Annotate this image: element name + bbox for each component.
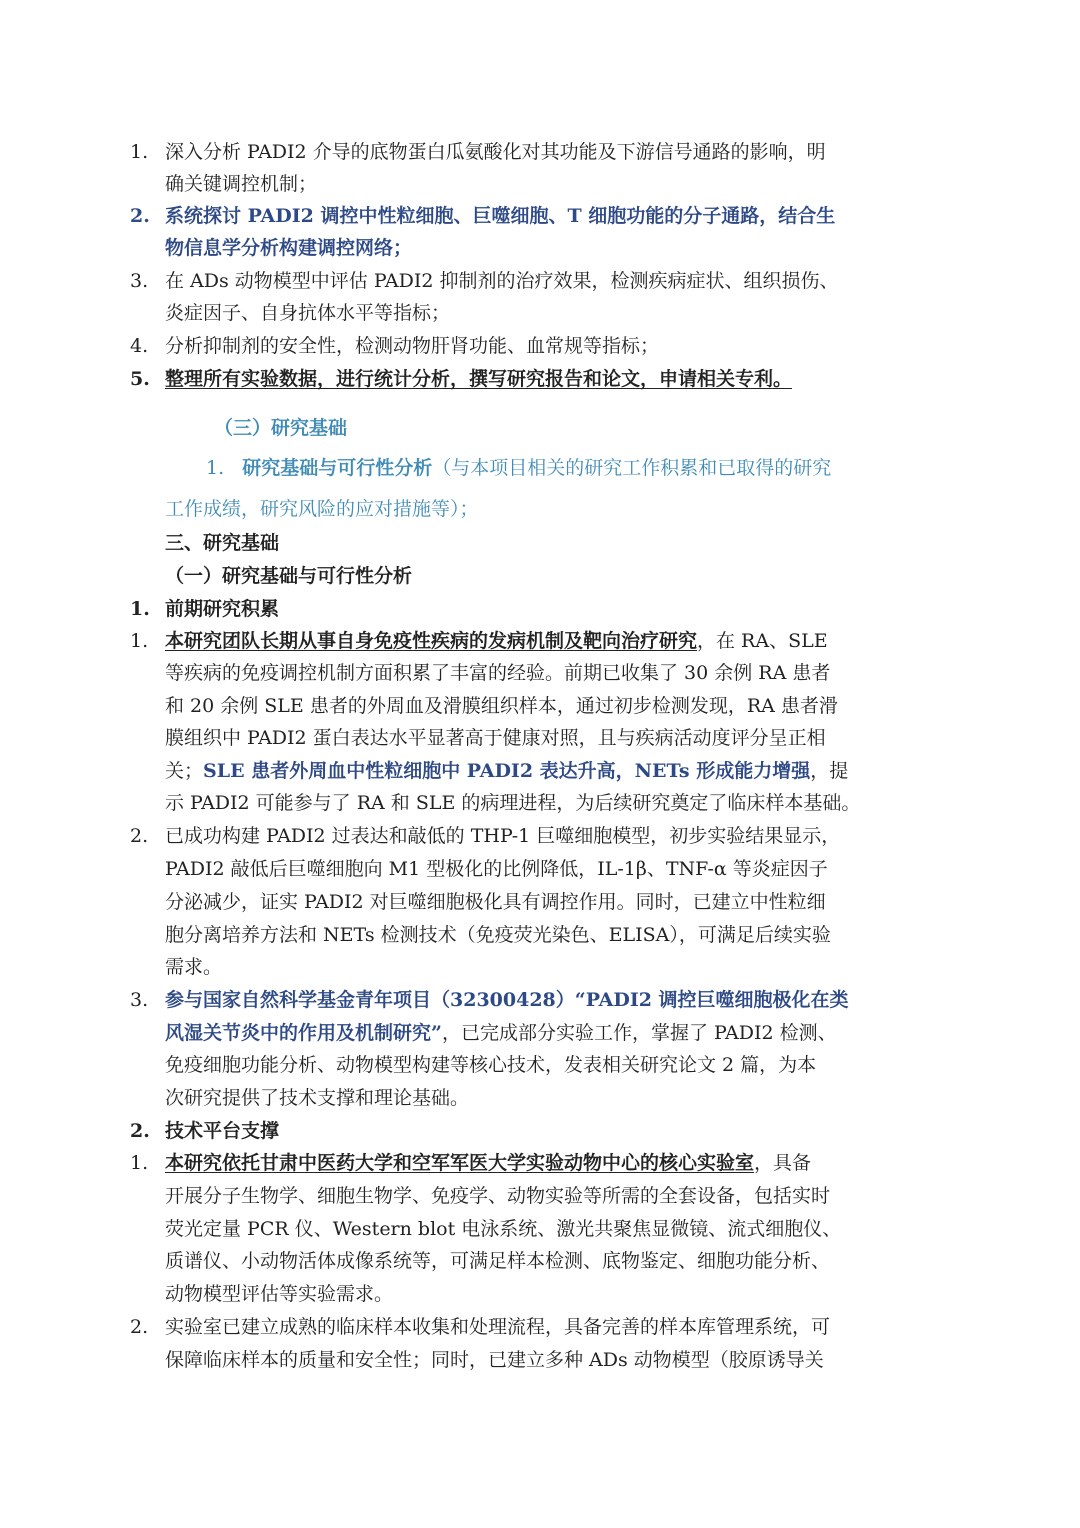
template-heading: （三）研究基础 (214, 417, 348, 439)
paragraph-line (165, 1150, 811, 1176)
highlight-text: SLE 患者外周血中性粒细胞中 PADI2 表达升高，NETs 形成能力增强 (203, 760, 811, 782)
template-item-note-cont: 工作成绩，研究风险的应对措施等）； (165, 498, 479, 520)
subsection-title: （一）研究基础与可行性分析 (165, 565, 413, 587)
paragraph-line: 分泌减少，证实 PADI2 对巨噬细胞极化具有调控作用。同时，已建立中性粒细 (165, 891, 826, 913)
paragraph-line: 开展分子生物学、细胞生物学、免疫学、动物实验等所需的全套设备，包括实时 (165, 1185, 831, 1207)
part-title: 前期研究积累 (165, 598, 280, 620)
list-number: 3. (130, 270, 149, 292)
part-number: 2. (130, 1120, 150, 1142)
highlight-text: 风湿关节炎中的作用及机制研究” (165, 1022, 442, 1044)
list-number: 5. (130, 368, 150, 390)
list-item-line: 炎症因子、自身抗体水平等指标； (165, 302, 451, 324)
list-number: 2. (130, 825, 149, 847)
highlight-text: 参与国家自然科学基金青年项目（32300428）“PADI2 调控巨噬细胞极化在类 (165, 989, 849, 1011)
paragraph-line: 保障临床样本的质量和安全性；同时，已建立多种 ADs 动物模型（胶原诱导关 (165, 1349, 824, 1371)
paragraph-line: 免疫细胞功能分析、动物模型构建等核心技术，发表相关研究论文 2 篇，为本 (165, 1054, 817, 1076)
list-item-line: 确关键调控机制； (165, 173, 318, 195)
list-number: 2. (130, 205, 150, 227)
list-item-line: 系统探讨 PADI2 调控中性粒细胞、巨噬细胞、T 细胞功能的分子通路，结合生 (165, 205, 836, 227)
list-item-line: 整理所有实验数据，进行统计分析，撰写研究报告和论文，申请相关专利。 (165, 368, 793, 390)
paragraph-line: 荧光定量 PCR 仪、Western blot 电泳系统、激光共聚焦显微镜、流式细胞仪、 (165, 1218, 842, 1240)
list-number: 4. (130, 335, 149, 357)
paragraph-line: PADI2 敲低后巨噬细胞向 M1 型极化的比例降低，IL-1β、TNF-α 等炎症因子 (165, 858, 828, 880)
paragraph-line: 和 20 余例 SLE 患者的外周血及滑膜组织样本，通过初步检测发现，RA 患者滑 (165, 695, 838, 717)
paragraph-line (165, 628, 828, 654)
list-item-line: 深入分析 PADI2 介导的底物蛋白瓜氨酸化对其功能及下游信号通路的影响，明 (165, 141, 826, 163)
part-title: 技术平台支撑 (165, 1120, 280, 1142)
paragraph-line: 质谱仪、小动物活体成像系统等，可满足样本检测、底物鉴定、细胞功能分析、 (165, 1250, 831, 1272)
list-item-line: 物信息学分析构建调控网络； (165, 237, 413, 259)
paragraph-line: 膜组织中 PADI2 蛋白表达水平显著高于健康对照，且与疾病活动度评分呈正相 (165, 727, 826, 749)
paragraph-line: 已成功构建 PADI2 过表达和敲低的 THP-1 巨噬细胞模型，初步实验结果显示， (165, 825, 841, 847)
list-number: 1. (130, 141, 149, 163)
paragraph-line: 等疾病的免疫调控机制方面积累了丰富的经验。前期已收集了 30 余例 RA 患者 (165, 662, 831, 684)
highlight-text: 本研究团队长期从事自身免疫性疾病的发病机制及靶向治疗研究 (165, 630, 698, 652)
body-text: ，具备 (754, 1152, 812, 1174)
highlight-text: 本研究依托甘肃中医药大学和空军军医大学实验动物中心的核心实验室 (165, 1152, 755, 1174)
body-text: ，在 RA、SLE (697, 630, 828, 652)
template-item-note: （与本项目相关的研究工作积累和已取得的研究 (432, 457, 832, 479)
paragraph-line: 示 PADI2 可能参与了 RA 和 SLE 的病理进程，为后续研究奠定了临床样本基础。 (165, 792, 861, 814)
list-number: 2. (130, 1316, 149, 1338)
template-item-title: 研究基础与可行性分析 (242, 457, 433, 479)
part-number: 1. (130, 598, 150, 620)
section-title: 三、研究基础 (165, 532, 280, 554)
paragraph-line: 需求。 (165, 956, 223, 978)
body-text: ，已完成部分实验工作，掌握了 PADI2 检测、 (441, 1022, 837, 1044)
paragraph-line: 胞分离培养方法和 NETs 检测技术（免疫荧光染色、ELISA），可满足后续实验 (165, 924, 831, 946)
paragraph-line: 次研究提供了技术支撑和理论基础。 (165, 1087, 470, 1109)
paragraph-line: 动物模型评估等实验需求。 (165, 1283, 394, 1305)
template-item (206, 455, 831, 481)
list-number: 3. (130, 989, 149, 1011)
body-text: ，提 (810, 760, 849, 782)
list-number: 1. (130, 1152, 149, 1174)
list-number: 1. (130, 630, 149, 652)
list-item-line: 分析抑制剂的安全性，检测动物肝肾功能、血常规等指标； (165, 335, 660, 357)
template-item-number: 1. (206, 457, 225, 479)
paragraph-line (165, 1020, 837, 1046)
template-note-line (165, 496, 479, 522)
paragraph-line: 实验室已建立成熟的临床样本收集和处理流程，具备完善的样本库管理系统，可 (165, 1316, 831, 1338)
body-text: 关； (165, 760, 204, 782)
list-item-line: 在 ADs 动物模型中评估 PADI2 抑制剂的治疗效果，检测疾病症状、组织损伤、 (165, 270, 839, 292)
paragraph-line (165, 758, 848, 784)
